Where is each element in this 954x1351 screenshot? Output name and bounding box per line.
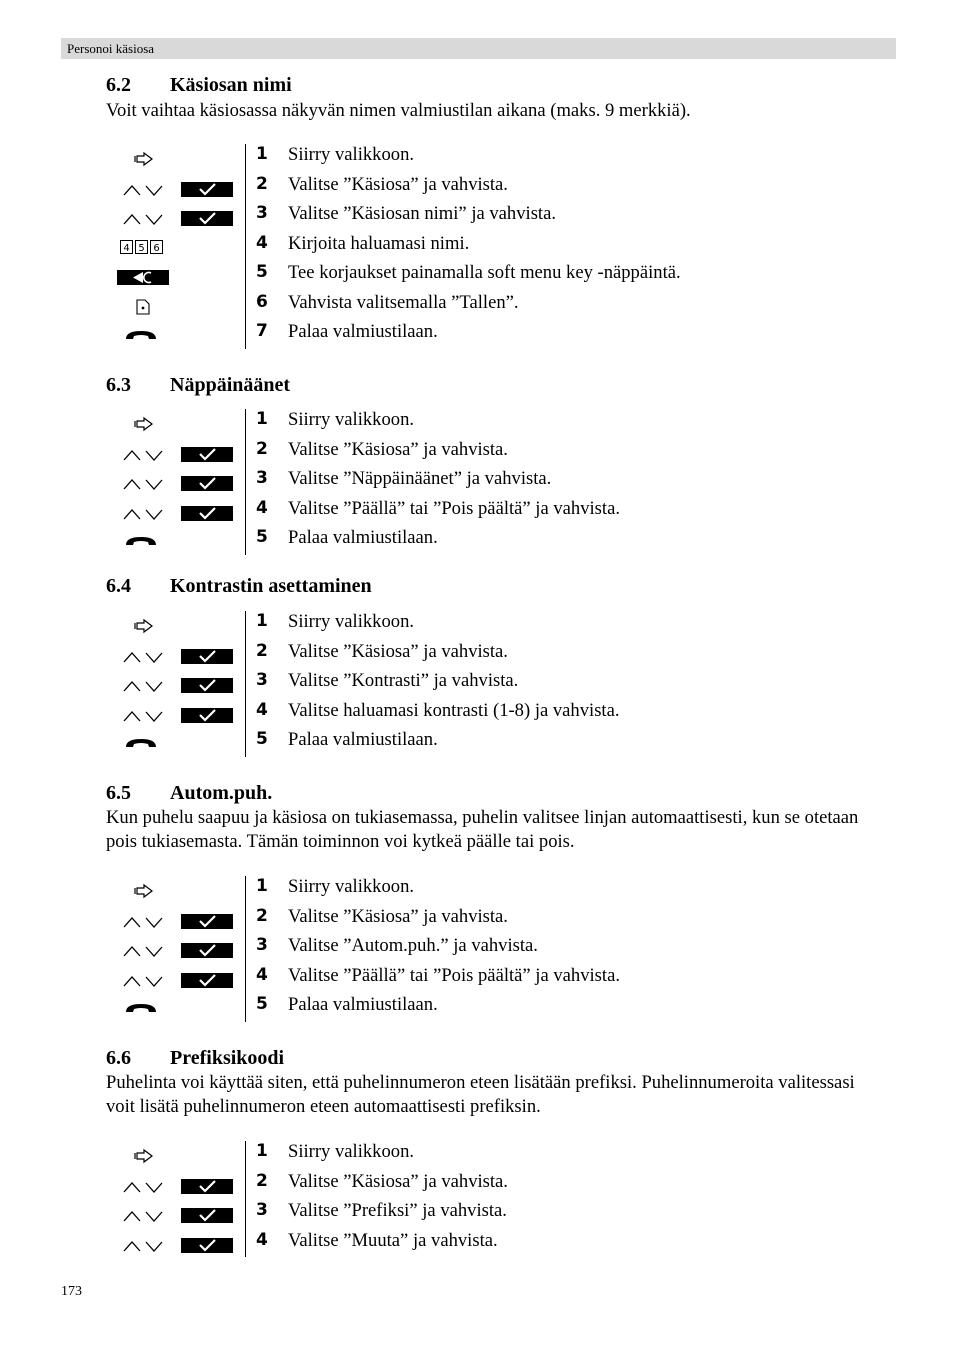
up-down-arrows-icon — [123, 650, 165, 669]
step-number: 3 — [256, 203, 268, 223]
up-down-arrows-icon — [123, 1180, 165, 1199]
step-text: Valitse ”Käsiosa” ja vahvista. — [288, 905, 508, 927]
step-row — [106, 935, 876, 964]
section-heading-text: Kontrastin asettaminen — [170, 575, 372, 597]
confirm-key-icon — [181, 973, 233, 993]
up-down-arrows-icon — [123, 212, 165, 231]
step-text: Valitse ”Käsiosa” ja vahvista. — [288, 438, 508, 460]
step-number: 5 — [256, 262, 268, 282]
step-row — [106, 876, 876, 905]
step-number: 3 — [256, 468, 268, 488]
up-down-arrows-icon — [123, 974, 165, 993]
confirm-key-icon — [181, 649, 233, 669]
end-call-icon — [124, 329, 158, 347]
section-number: 6.3 — [106, 374, 131, 396]
step-text: Valitse ”Päällä” tai ”Pois päältä” ja vahvista. — [288, 964, 620, 986]
section-number: 6.6 — [106, 1047, 131, 1069]
step-row — [106, 700, 876, 729]
step-row — [106, 203, 876, 232]
step-number: 3 — [256, 935, 268, 955]
step-row — [106, 965, 876, 994]
step-text: Valitse ”Päällä” tai ”Pois päältä” ja vahvista. — [288, 497, 620, 519]
end-call-icon — [124, 737, 158, 755]
step-list — [106, 876, 876, 1024]
step-row — [106, 641, 876, 670]
step-row — [106, 144, 876, 173]
step-list — [106, 409, 876, 557]
step-list — [106, 144, 876, 351]
step-row — [106, 262, 876, 291]
up-down-arrows-icon — [123, 944, 165, 963]
step-text: Valitse ”Autom.puh.” ja vahvista. — [288, 935, 538, 956]
up-down-arrows-icon — [123, 507, 165, 526]
confirm-key-icon — [181, 914, 233, 934]
menu-enter-icon — [134, 416, 154, 437]
step-row — [106, 1200, 876, 1229]
menu-enter-icon — [134, 618, 154, 639]
section-intro: Voit vaihtaa käsiosassa näkyvän nimen valmiustilan aikana (maks. 9 merkkiä). — [106, 100, 691, 121]
step-text: Palaa valmiustilaan. — [288, 527, 438, 548]
section-heading-text: Käsiosan nimi — [170, 74, 292, 96]
step-list — [106, 611, 876, 759]
confirm-key-icon — [181, 182, 233, 202]
confirm-key-icon — [181, 1238, 233, 1258]
section-intro: Kun puhelu saapuu ja käsiosa on tukiasemassa, puhelin valitsee linjan automaattisesti, kun se otetaan pois tukiasemasta. Tämän toiminnon voi kytkeä päälle tai pois. — [106, 807, 859, 852]
step-number: 3 — [256, 670, 268, 690]
step-row — [106, 233, 876, 262]
step-text: Valitse haluamasi kontrasti (1-8) ja vahvista. — [288, 699, 620, 721]
section-heading-text: Näppäinäänet — [170, 374, 291, 396]
section-title — [106, 374, 290, 397]
step-number: 1 — [256, 876, 268, 896]
confirm-key-icon — [181, 678, 233, 698]
confirm-key-icon — [181, 476, 233, 496]
step-text: Valitse ”Käsiosa” ja vahvista. — [288, 640, 508, 662]
step-number: 7 — [256, 321, 268, 341]
step-row — [106, 321, 876, 350]
step-text: Valitse ”Näppäinäänet” ja vahvista. — [288, 468, 552, 489]
menu-enter-icon — [134, 151, 154, 172]
step-list — [106, 1141, 876, 1259]
step-row — [106, 1141, 876, 1170]
keypad-456-icon — [120, 240, 166, 260]
up-down-arrows-icon — [123, 915, 165, 934]
save-page-icon — [136, 299, 150, 320]
page-header — [61, 38, 896, 59]
step-row — [106, 670, 876, 699]
step-text: Siirry valikkoon. — [288, 409, 415, 430]
svg-text:6: 6 — [153, 242, 160, 254]
step-number: 1 — [256, 409, 268, 429]
step-text: Palaa valmiustilaan. — [288, 729, 438, 750]
up-down-arrows-icon — [123, 1239, 165, 1258]
step-text: Valitse ”Prefiksi” ja vahvista. — [288, 1200, 507, 1221]
step-row — [106, 729, 876, 758]
step-row — [106, 1171, 876, 1200]
step-number: 6 — [256, 291, 268, 312]
confirm-key-icon — [181, 708, 233, 728]
confirm-key-icon — [181, 943, 233, 963]
step-text: Palaa valmiustilaan. — [288, 321, 438, 342]
section-title — [106, 575, 372, 598]
step-row — [106, 611, 876, 640]
step-text: Tee korjaukset painamalla soft menu key -näppäintä. — [288, 262, 681, 283]
step-number: 1 — [256, 1141, 268, 1161]
confirm-key-icon — [181, 447, 233, 467]
step-text: Vahvista valitsemalla ”Tallen”. — [288, 291, 519, 313]
step-text: Valitse ”Muuta” ja vahvista. — [288, 1229, 498, 1251]
end-call-icon — [124, 535, 158, 553]
step-row — [106, 1230, 876, 1259]
step-number: 5 — [256, 729, 268, 749]
section-number: 6.4 — [106, 575, 131, 597]
menu-enter-icon — [134, 883, 154, 904]
step-number: 2 — [256, 1170, 268, 1191]
step-number: 4 — [256, 964, 268, 985]
section-title — [106, 74, 292, 97]
step-row — [106, 498, 876, 527]
section-intro: Puhelinta voi käyttää siten, että puhelinnumeron eteen lisätään prefiksi. Puhelinnumeroita valitessasi voit lisätä puhelinnumeron eteen automaattisesti prefiksin. — [106, 1072, 855, 1117]
step-number: 2 — [256, 173, 268, 194]
step-row — [106, 994, 876, 1023]
section-title — [106, 1047, 284, 1070]
confirm-key-icon — [181, 1208, 233, 1228]
up-down-arrows-icon — [123, 183, 165, 202]
section-heading-text: Autom.puh. — [170, 782, 273, 804]
step-text: Valitse ”Käsiosan nimi” ja vahvista. — [288, 203, 556, 224]
step-number: 4 — [256, 699, 268, 720]
svg-text:4: 4 — [123, 242, 130, 254]
step-row — [106, 409, 876, 438]
header-title: Personoi käsiosa — [67, 41, 155, 56]
step-row — [106, 906, 876, 935]
step-row — [106, 468, 876, 497]
step-number: 1 — [256, 611, 268, 631]
step-row — [106, 527, 876, 556]
step-number: 1 — [256, 144, 268, 164]
up-down-arrows-icon — [123, 1209, 165, 1228]
end-call-icon — [124, 1002, 158, 1020]
step-number: 5 — [256, 994, 268, 1014]
step-number: 4 — [256, 232, 268, 253]
step-text: Valitse ”Käsiosa” ja vahvista. — [288, 1170, 508, 1192]
step-text: Palaa valmiustilaan. — [288, 994, 438, 1015]
step-number: 4 — [256, 497, 268, 518]
step-text: Siirry valikkoon. — [288, 876, 415, 897]
up-down-arrows-icon — [123, 448, 165, 467]
step-text: Valitse ”Kontrasti” ja vahvista. — [288, 670, 519, 691]
section-heading-text: Prefiksikoodi — [170, 1047, 285, 1069]
section-number: 6.5 — [106, 782, 131, 804]
step-number: 2 — [256, 438, 268, 459]
step-number: 2 — [256, 640, 268, 661]
step-row — [106, 439, 876, 468]
section-title — [106, 782, 272, 805]
step-row — [106, 174, 876, 203]
confirm-key-icon — [181, 506, 233, 526]
page-number: 173 — [61, 1284, 82, 1299]
step-text: Siirry valikkoon. — [288, 1141, 415, 1162]
step-text: Valitse ”Käsiosa” ja vahvista. — [288, 173, 508, 195]
menu-enter-icon — [134, 1148, 154, 1169]
step-text: Siirry valikkoon. — [288, 611, 415, 632]
up-down-arrows-icon — [123, 709, 165, 728]
confirm-key-icon — [181, 211, 233, 231]
svg-text:5: 5 — [138, 242, 145, 254]
step-number: 5 — [256, 527, 268, 547]
up-down-arrows-icon — [123, 679, 165, 698]
step-number: 2 — [256, 905, 268, 926]
step-number: 4 — [256, 1229, 268, 1250]
step-text: Kirjoita haluamasi nimi. — [288, 232, 470, 254]
up-down-arrows-icon — [123, 477, 165, 496]
step-number: 3 — [256, 1200, 268, 1220]
step-row — [106, 292, 876, 321]
section-number: 6.2 — [106, 74, 131, 96]
step-text: Siirry valikkoon. — [288, 144, 415, 165]
confirm-key-icon — [181, 1179, 233, 1199]
backspace-key-icon — [117, 270, 169, 290]
